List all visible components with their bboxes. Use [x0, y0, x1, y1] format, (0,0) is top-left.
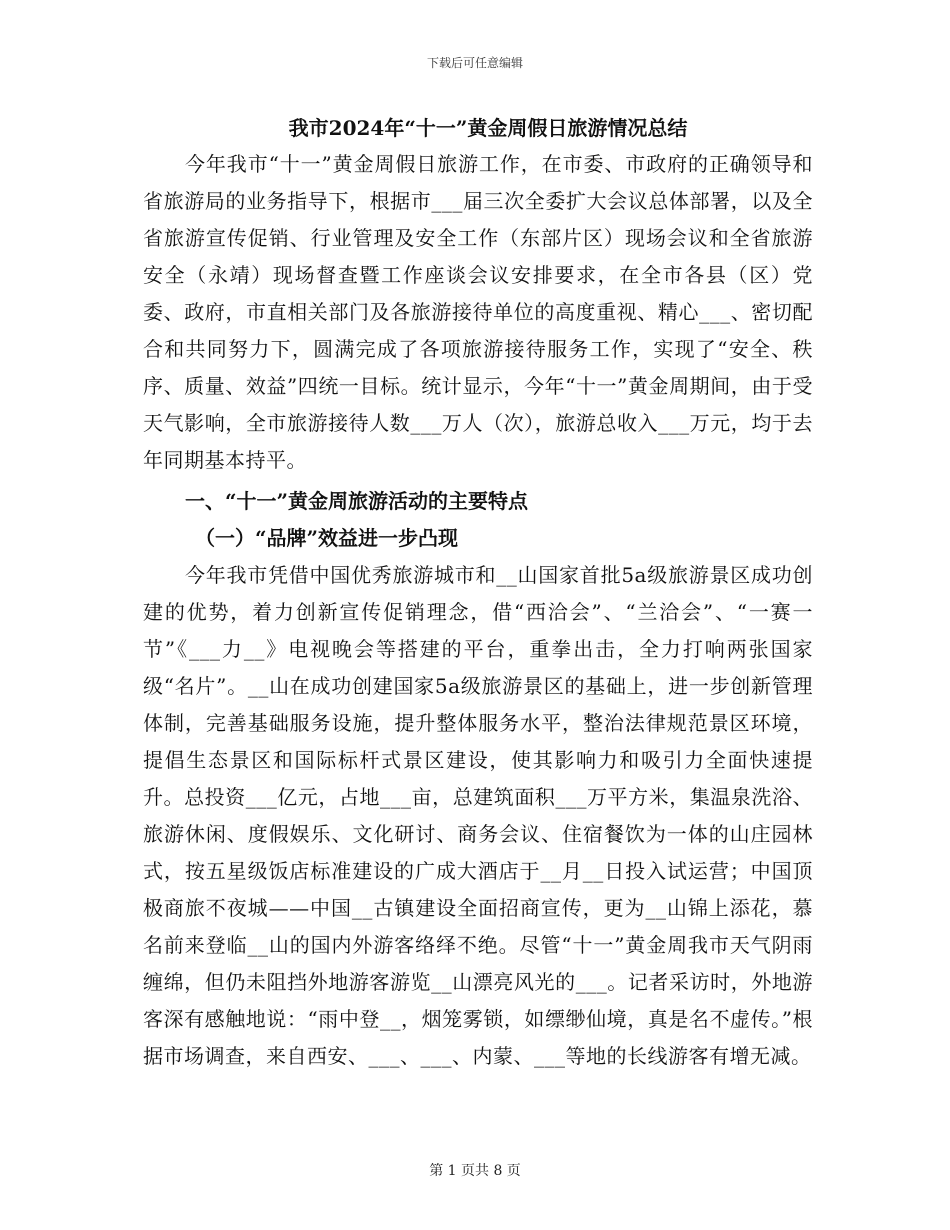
- body-paragraph: 今年我市凭借中国优秀旅游城市和__山国家首批5a级旅游景区成功创建的优势，着力创新宣传促销理念，借“西洽会”、“兰洽会”、“一赛一节”《___力__》电视晚会等搭建的平台，重拳出击，全力打响两张国家级“名片”。__山在成功创建国家5a级旅游景区的基础上，进一步创新管理体制，完善基础服务设施，提升整体服务水平，整治法律规范景区环境，提倡生态景区和国际标杆式景区建设，使其影响力和吸引力全面快速提升。总投资___亿元，占地___亩，总建筑面积___万平方米，集温泉洗浴、旅游休闲、度假娱乐、文化研讨、商务会议、住宿餐饮为一体的山庄园林式，按五星级饭店标准建设的广成大酒店于__月__日投入试运营；中国顶极商旅不夜城——中国__古镇建设全面招商宣传，更为__山锦上添花，慕名前来登临__山的国内外游客络绎不绝。尽管“十一”黄金周我市天气阴雨缠绵，但仍未阻挡外地游客游览__山漂亮风光的___。记者采访时，外地游客深有感触地说：“雨中登__，烟笼雾锁，如缥缈仙境，真是名不虚传。”根据市场调查，来自西安、___、___、内蒙、___等地的长线游客有增无减。: [143, 563, 813, 1068]
- page-footer: 第 1 页共 8 页: [429, 1163, 521, 1179]
- section-heading: 一、“十一”黄金周旅游活动的主要特点: [185, 489, 529, 513]
- header-note: 下载后可任意编辑: [426, 56, 523, 70]
- document-body: [143, 112, 813, 1075]
- document-title: 我市2024年“十一”黄金周假日旅游情况总结: [288, 116, 688, 140]
- intro-paragraph: 今年我市“十一”黄金周假日旅游工作，在市委、市政府的正确领导和省旅游局的业务指导下，根据市___届三次全委扩大会议总体部署，以及全省旅游宣传促销、行业管理及安全工作（东部片区）现场会议和全省旅游安全（永靖）现场督查暨工作座谈会议安排要求，在全市各县（区）党委、政府，市直相关部门及各旅游接待单位的高度重视、精心___、密切配合和共同努力下，圆满完成了各项旅游接待服务工作，实现了“安全、秩序、质量、效益”四统一目标。统计显示，今年“十一”黄金周期间，由于受天气影响，全市旅游接待人数___万人（次），旅游总收入___万元，均于去年同期基本持平。: [143, 152, 813, 472]
- subsection-heading: （一）“品牌”效益进一步凸现: [195, 526, 459, 550]
